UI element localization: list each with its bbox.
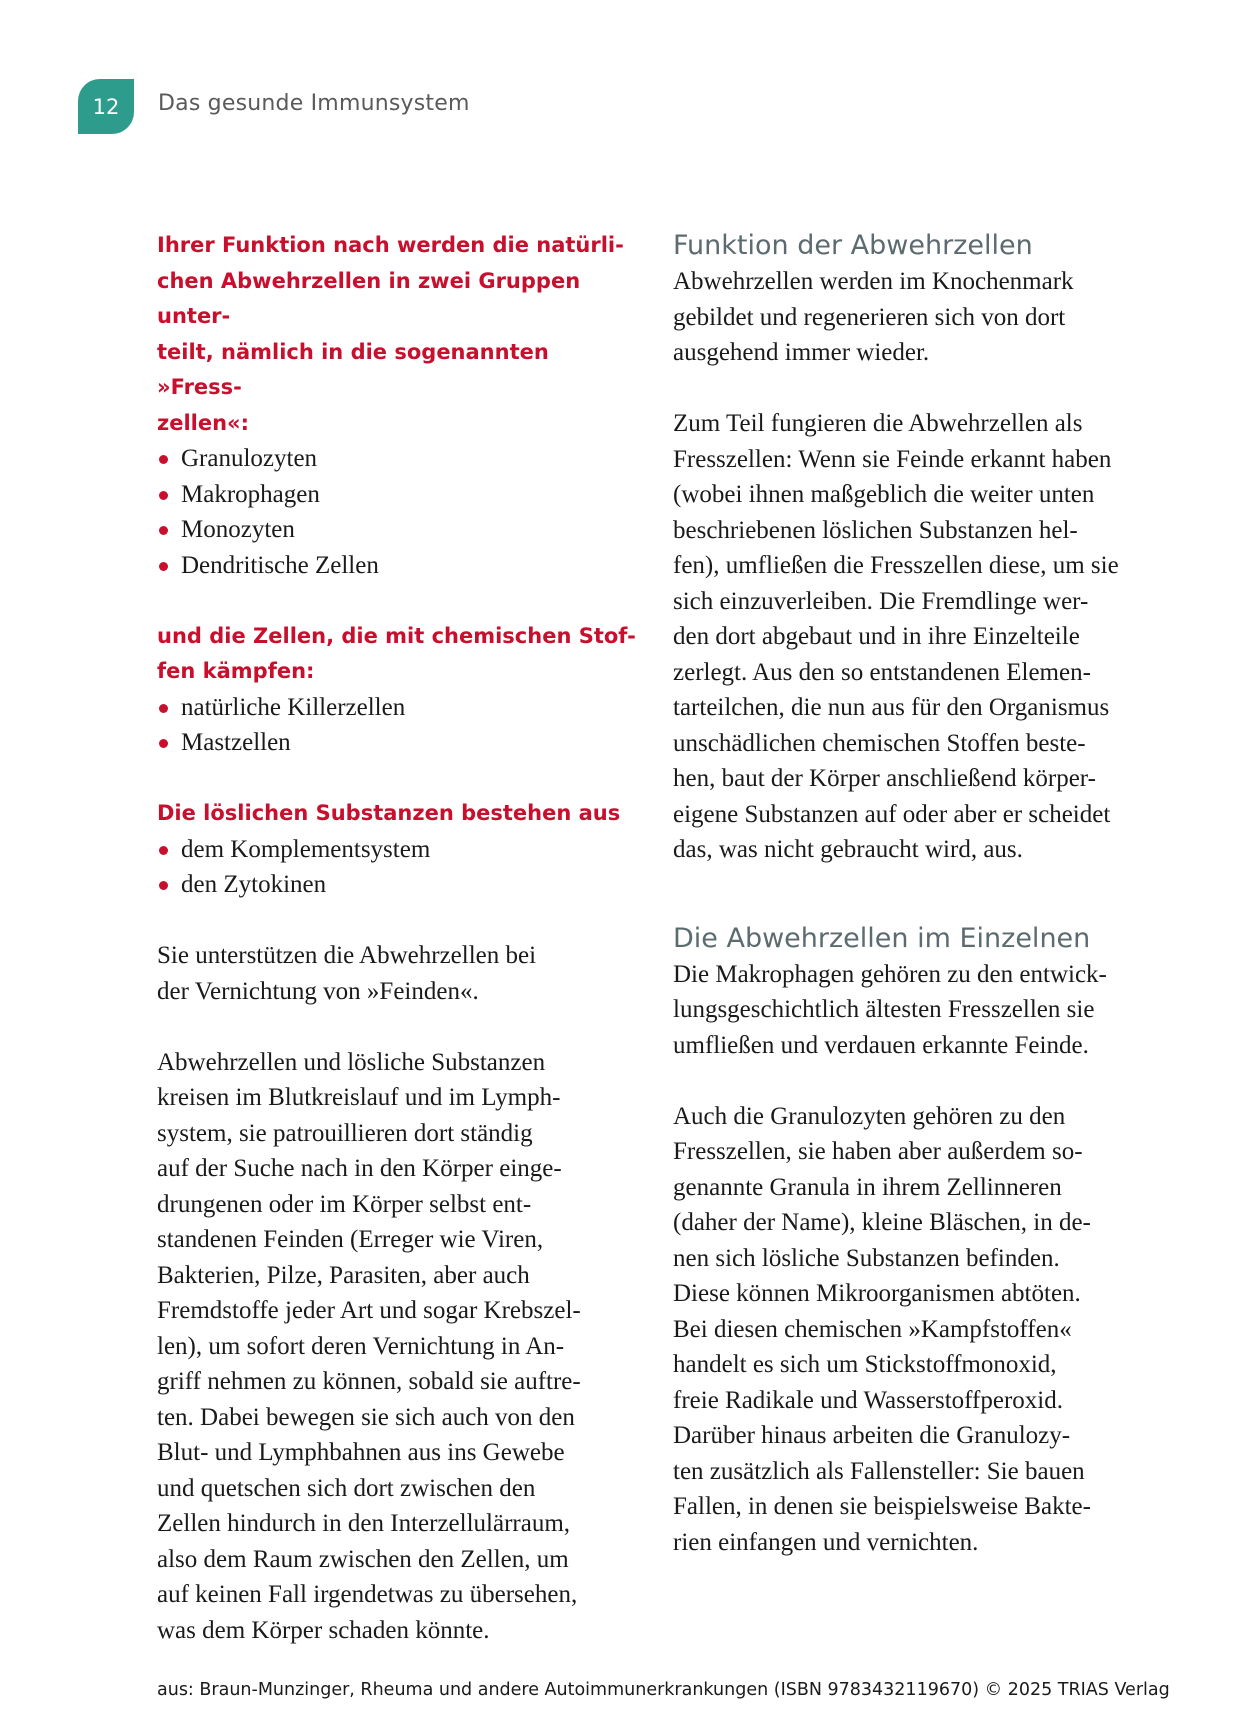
text-line: len), um sofort deren Vernichtung in An- [157,1332,565,1360]
text-line: rien einfangen und vernichten. [673,1528,979,1556]
text-line: chen Abwehrzellen in zwei Gruppen unter- [157,268,581,328]
paragraph-bone-marrow [673,264,1153,371]
list-chemical-cells [157,690,637,761]
list-item [157,512,637,548]
heading-details: Die Abwehrzellen im Einzelnen [673,922,1091,954]
page-number: 12 [92,94,120,119]
text-line: genannte Granula in ihrem Zellinneren [673,1173,1062,1201]
list-phagocytes [157,441,637,583]
text-line: umfließen und verdauen erkannte Feinde. [673,1031,1089,1059]
list-item [157,477,637,513]
bullet-icon [159,881,168,890]
text-line: zerlegt. Aus den so entstandenen Elemen- [673,658,1091,686]
right-column [673,228,1153,1560]
text-line: und die Zellen, die mit chemischen Stof- [157,623,636,648]
text-line: kreisen im Blutkreislauf und im Lymph- [157,1084,561,1111]
text-line: unschädlichen chemischen Stoffen beste- [673,729,1086,757]
text-line: Fresszellen, sie haben aber außerdem so- [673,1138,1083,1165]
list-soluble-substances [157,832,637,903]
list-item-label: den Zytokinen [181,871,327,898]
list-item-label: Mastzellen [181,729,291,756]
text-line: freie Radikale und Wasserstoffperoxid. [673,1386,1064,1414]
paragraph-granulocytes [673,1099,1153,1561]
bullet-icon [159,491,168,500]
list-item [157,725,637,761]
list-item [157,441,637,477]
list-item-label: dem Komplementsystem [181,835,431,863]
text-line: auf keinen Fall irgendetwas zu übersehen, [157,1581,578,1608]
text-line: zellen«: [157,410,250,435]
text-line: Fremdstoffe jeder Art und sogar Krebszel- [157,1297,581,1324]
text-line: Zum Teil fungieren die Abwehrzellen als [673,410,1083,437]
page-number-badge [78,79,134,134]
text-line: Sie unterstützen die Abwehrzellen bei [157,942,537,969]
text-line: system, sie patrouillieren dort ständig [157,1119,533,1147]
bullet-icon [159,562,168,571]
text-line: Ihrer Funktion nach werden die natürli- [157,233,624,257]
list-item-label: Granulozyten [181,445,318,472]
text-line: teilt, nämlich in die sogenannten »Fress- [157,339,549,399]
list-item-label: natürliche Killerzellen [181,693,406,721]
text-line: Abwehrzellen werden im Knochenmark [673,268,1074,295]
list-item [157,832,637,868]
text-line: ten zusätzlich als Fallensteller: Sie bauen [673,1457,1085,1485]
list-item-label: Makrophagen [181,480,320,508]
lead-chemical-cells [157,619,637,690]
text-line: handelt es sich um Stickstoffmonoxid, [673,1351,1057,1378]
text-line: Die löslichen Substanzen bestehen aus [157,801,621,825]
text-line: auf der Suche nach in den Körper einge- [157,1155,562,1182]
list-item [157,690,637,726]
list-item-label: Monozyten [181,516,295,543]
text-line: beschriebenen löslichen Substanzen hel- [673,516,1078,544]
text-line: fen kämpfen: [157,659,315,683]
text-line: und quetschen sich dort zwischen den [157,1474,536,1502]
bullet-icon [159,526,168,535]
text-line: gebildet und regenerieren sich von dort [673,303,1066,331]
text-line: Zellen hindurch in den Interzellulärraum, [157,1510,571,1537]
text-line: lungsgeschichtlich ältesten Fresszellen sie [673,996,1095,1023]
text-line: sich einzuverleiben. Die Fremdlinge wer- [673,587,1089,615]
text-line: nen sich lösliche Substanzen befinden. [673,1244,1060,1272]
text-line: der Vernichtung von »Feinden«. [157,977,479,1005]
text-line: eigene Substanzen auf oder aber er scheidet [673,800,1111,828]
heading-function: Funktion der Abwehrzellen [673,230,1033,261]
text-line: ausgehend immer wieder. [673,339,930,366]
list-item [157,548,637,584]
bullet-icon [159,846,168,855]
text-line: Blut- und Lymphbahnen aus ins Gewebe [157,1439,565,1466]
lead-phagocytes [157,228,637,441]
text-line: also dem Raum zwischen den Zellen, um [157,1545,569,1573]
lead-soluble-substances [157,796,637,832]
text-line: Fresszellen: Wenn sie Feinde erkannt haben [673,445,1112,473]
text-line: Diese können Mikroorganismen abtöten. [673,1280,1081,1307]
text-line: das, was nicht gebraucht wird, aus. [673,836,1023,863]
bullet-icon [159,739,168,748]
text-line: den dort abgebaut und in ihre Einzelteile [673,623,1080,650]
text-line: fen), umfließen die Fresszellen diese, um sie [673,552,1119,579]
text-line: Bakterien, Pilze, Parasiten, aber auch [157,1261,530,1289]
text-line: griff nehmen zu können, sobald sie auftre- [157,1368,581,1395]
text-line: Auch die Granulozyten gehören zu den [673,1102,1066,1130]
text-line: Die Makrophagen gehören zu den entwick- [673,960,1107,988]
text-line: Fallen, in denen sie beispielsweise Bakte- [673,1493,1091,1520]
running-title: Das gesunde Immunsystem [158,91,470,116]
left-column [157,228,637,1648]
text-line: ten. Dabei bewegen sie sich auch von den [157,1403,575,1431]
list-item [157,867,637,903]
text-line: tarteilchen, die nun aus für den Organismus [673,694,1110,721]
text-line: hen, baut der Körper anschließend körper- [673,765,1096,792]
text-line: Darüber hinaus arbeiten die Granulozy- [673,1422,1071,1449]
bullet-icon [159,704,168,713]
paragraph-macrophages [673,957,1153,1064]
text-line: (wobei ihnen maßgeblich die weiter unten [673,481,1095,508]
text-line: (daher der Name), kleine Bläschen, in de- [673,1209,1091,1236]
bullet-icon [159,455,168,464]
text-line: Bei diesen chemischen »Kampfstoffen« [673,1315,1072,1343]
source-footer: aus: Braun-Munzinger, Rheuma und andere Autoimmunerkrankungen (ISBN 9783432119670) © 2025 TRIAS Verlag [157,1680,1170,1700]
text-line: Abwehrzellen und lösliche Substanzen [157,1048,546,1076]
paragraph-phagocytosis [673,406,1153,868]
text-line: standenen Feinden (Erreger wie Viren, [157,1226,544,1253]
text-line: drungenen oder im Körper selbst ent- [157,1190,532,1218]
paragraph-circulation [157,1045,637,1649]
text-line: was dem Körper schaden könnte. [157,1616,490,1644]
list-item-label: Dendritische Zellen [181,551,379,579]
paragraph-support [157,938,637,1009]
